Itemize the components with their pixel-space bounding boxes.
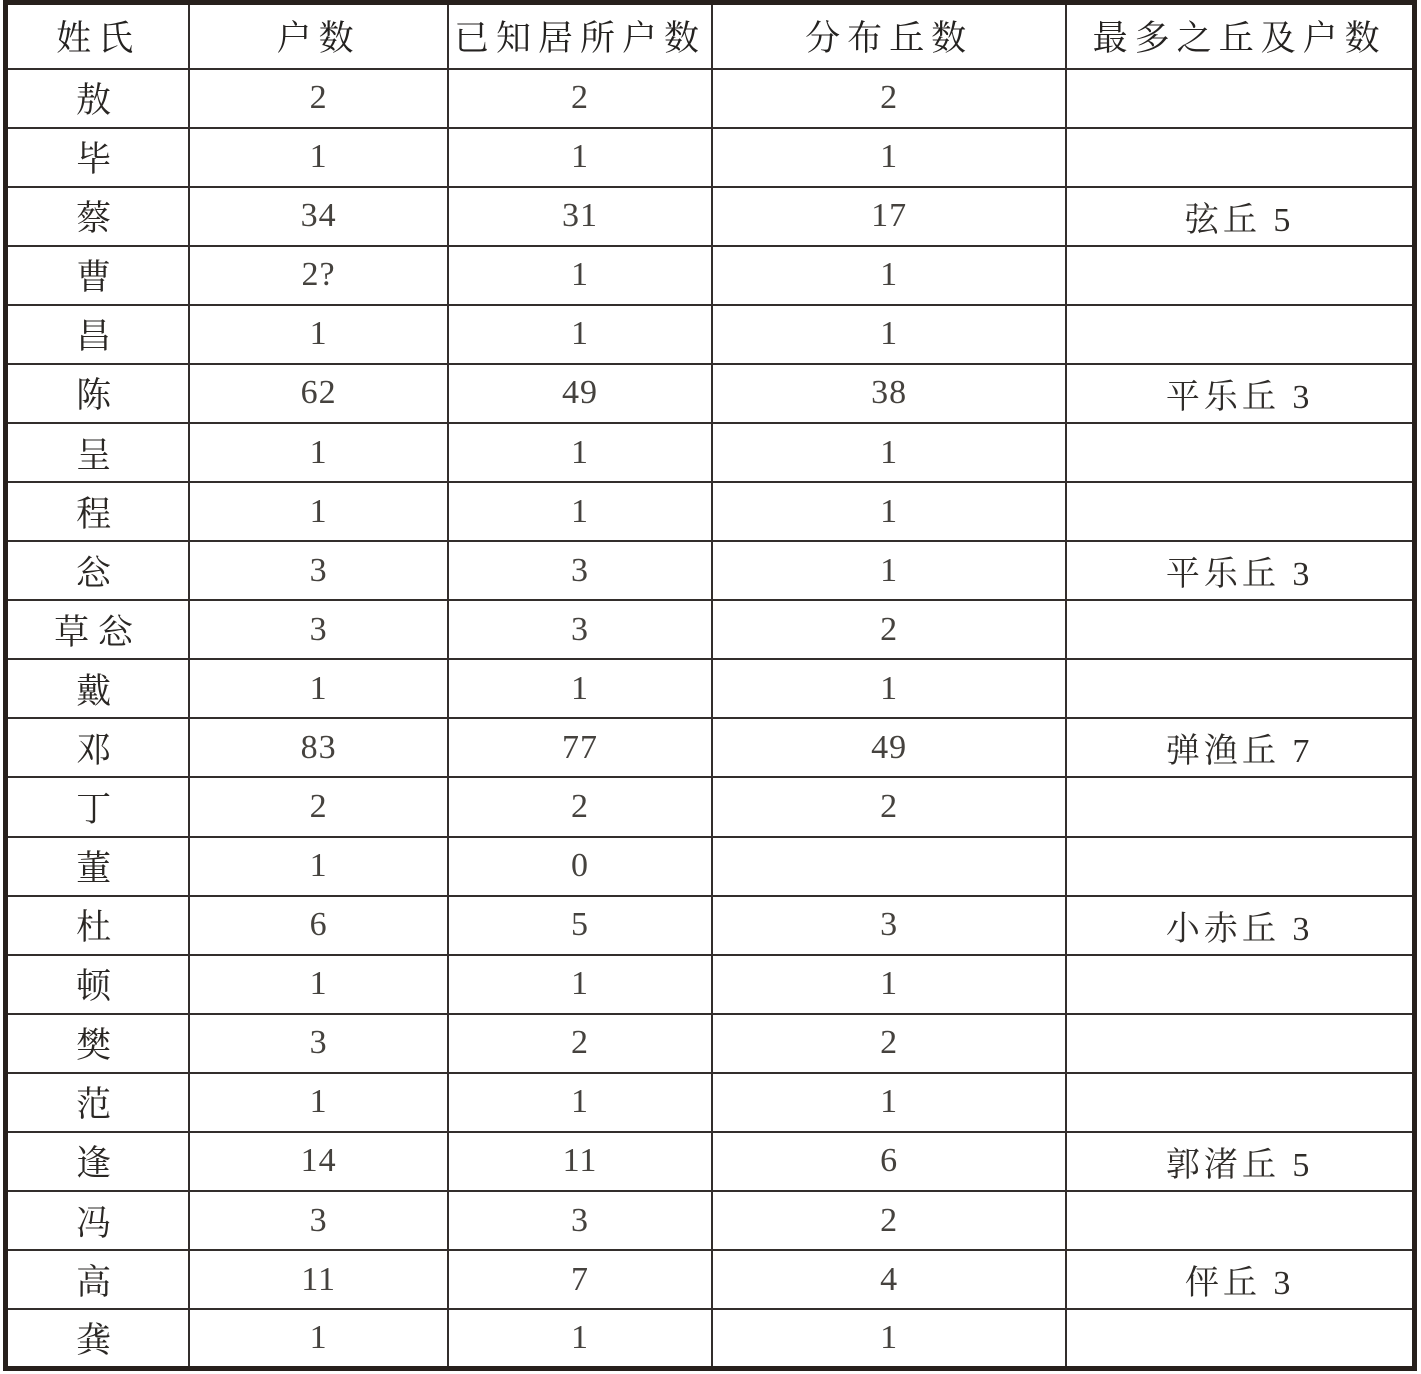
table-header	[6, 3, 1415, 69]
table-body	[6, 69, 1415, 1369]
top-hill-cell	[1066, 1014, 1414, 1073]
surname-cell: 蔡	[6, 187, 190, 246]
top-hill-cell	[1066, 128, 1414, 187]
households-cell: 1	[189, 1309, 448, 1368]
hills-cell: 3	[712, 896, 1066, 955]
households-cell: 62	[189, 364, 448, 423]
table-row	[6, 600, 1415, 659]
surname-cell: 逢	[6, 1132, 190, 1191]
table-row	[6, 187, 1415, 246]
hills-cell: 1	[712, 128, 1066, 187]
hills-cell	[712, 837, 1066, 896]
top-hill-cell	[1066, 423, 1414, 482]
households-cell: 3	[189, 600, 448, 659]
top-hill-cell	[1066, 1191, 1414, 1250]
surname-cell: 戴	[6, 659, 190, 718]
table-row	[6, 482, 1415, 541]
table-row	[6, 777, 1415, 836]
known-residence-cell: 31	[448, 187, 712, 246]
households-cell: 3	[189, 1191, 448, 1250]
top-hill-cell	[1066, 1073, 1414, 1132]
households-cell: 14	[189, 1132, 448, 1191]
known-residence-cell: 1	[448, 128, 712, 187]
known-residence-cell: 3	[448, 541, 712, 600]
households-cell: 11	[189, 1250, 448, 1309]
surname-cell: 范	[6, 1073, 190, 1132]
hills-cell: 1	[712, 1309, 1066, 1368]
top-hill-cell	[1066, 1309, 1414, 1368]
hills-cell: 1	[712, 659, 1066, 718]
households-cell: 2?	[189, 246, 448, 305]
table-row	[6, 896, 1415, 955]
households-cell: 2	[189, 777, 448, 836]
top-hill-cell	[1066, 600, 1414, 659]
known-residence-cell: 1	[448, 1073, 712, 1132]
top-hill-cell	[1066, 305, 1414, 364]
table-row	[6, 1191, 1415, 1250]
top-hill-cell: 小赤丘 3	[1066, 896, 1414, 955]
hills-cell: 4	[712, 1250, 1066, 1309]
table-row	[6, 659, 1415, 718]
surname-cell: 邓	[6, 718, 190, 777]
hills-cell: 1	[712, 305, 1066, 364]
top-hill-cell: 伻丘 3	[1066, 1250, 1414, 1309]
surname-cell: 敖	[6, 69, 190, 128]
top-hill-cell	[1066, 955, 1414, 1014]
known-residence-cell: 1	[448, 423, 712, 482]
top-hill-cell	[1066, 246, 1414, 305]
known-residence-cell: 1	[448, 482, 712, 541]
top-hill-cell	[1066, 837, 1414, 896]
table-row	[6, 1073, 1415, 1132]
table-row	[6, 718, 1415, 777]
surname-cell: 丁	[6, 777, 190, 836]
surname-cell: 冯	[6, 1191, 190, 1250]
top-hill-cell	[1066, 69, 1414, 128]
hills-cell: 2	[712, 1191, 1066, 1250]
known-residence-cell: 77	[448, 718, 712, 777]
hills-cell: 2	[712, 69, 1066, 128]
known-residence-cell: 0	[448, 837, 712, 896]
table-row	[6, 1014, 1415, 1073]
households-cell: 1	[189, 1073, 448, 1132]
known-residence-cell: 1	[448, 659, 712, 718]
known-residence-cell: 1	[448, 1309, 712, 1368]
known-residence-cell: 1	[448, 305, 712, 364]
surname-cell: 曹	[6, 246, 190, 305]
known-residence-cell: 2	[448, 777, 712, 836]
hills-cell: 1	[712, 1073, 1066, 1132]
known-residence-cell: 3	[448, 600, 712, 659]
hills-cell: 6	[712, 1132, 1066, 1191]
households-cell: 34	[189, 187, 448, 246]
households-cell: 3	[189, 1014, 448, 1073]
households-cell: 6	[189, 896, 448, 955]
households-cell: 1	[189, 423, 448, 482]
known-residence-cell: 3	[448, 1191, 712, 1250]
households-cell: 3	[189, 541, 448, 600]
known-residence-cell: 49	[448, 364, 712, 423]
col-header-known-residence: 已知居所户数	[448, 3, 712, 69]
top-hill-cell: 弹渔丘 7	[1066, 718, 1414, 777]
known-residence-cell: 2	[448, 1014, 712, 1073]
known-residence-cell: 5	[448, 896, 712, 955]
top-hill-cell: 郭渚丘 5	[1066, 1132, 1414, 1191]
col-header-top-hill: 最多之丘及户数	[1066, 3, 1414, 69]
surname-cell: 程	[6, 482, 190, 541]
known-residence-cell: 1	[448, 246, 712, 305]
households-cell: 1	[189, 955, 448, 1014]
table-row	[6, 1132, 1415, 1191]
households-cell: 1	[189, 305, 448, 364]
table-row	[6, 364, 1415, 423]
surname-cell: 顿	[6, 955, 190, 1014]
table-row	[6, 305, 1415, 364]
table-row	[6, 955, 1415, 1014]
table-row	[6, 423, 1415, 482]
header-row	[6, 3, 1415, 69]
top-hill-cell	[1066, 482, 1414, 541]
households-cell: 1	[189, 659, 448, 718]
top-hill-cell	[1066, 777, 1414, 836]
surname-cell: 陈	[6, 364, 190, 423]
surname-cell: 龚	[6, 1309, 190, 1368]
known-residence-cell: 11	[448, 1132, 712, 1191]
hills-cell: 1	[712, 246, 1066, 305]
hills-cell: 1	[712, 541, 1066, 600]
hills-cell: 2	[712, 600, 1066, 659]
households-cell: 1	[189, 128, 448, 187]
top-hill-cell	[1066, 659, 1414, 718]
hills-cell: 2	[712, 777, 1066, 836]
surname-cell: 董	[6, 837, 190, 896]
surname-cell: 昌	[6, 305, 190, 364]
households-cell: 1	[189, 482, 448, 541]
table-row	[6, 1250, 1415, 1309]
hills-cell: 1	[712, 423, 1066, 482]
surname-cell: 呈	[6, 423, 190, 482]
table-row	[6, 128, 1415, 187]
known-residence-cell: 7	[448, 1250, 712, 1309]
hills-cell: 2	[712, 1014, 1066, 1073]
known-residence-cell: 2	[448, 69, 712, 128]
top-hill-cell: 平乐丘 3	[1066, 364, 1414, 423]
known-residence-cell: 1	[448, 955, 712, 1014]
surname-distribution-table	[3, 0, 1417, 1371]
hills-cell: 17	[712, 187, 1066, 246]
table-row	[6, 541, 1415, 600]
surname-cell: 忩	[6, 541, 190, 600]
col-header-households: 户数	[189, 3, 448, 69]
surname-cell: 草忩	[6, 600, 190, 659]
households-cell: 1	[189, 837, 448, 896]
surname-cell: 樊	[6, 1014, 190, 1073]
table-row	[6, 69, 1415, 128]
top-hill-cell: 弦丘 5	[1066, 187, 1414, 246]
hills-cell: 1	[712, 955, 1066, 1014]
households-cell: 2	[189, 69, 448, 128]
table-row	[6, 1309, 1415, 1368]
col-header-surname: 姓氏	[6, 3, 190, 69]
table-row	[6, 837, 1415, 896]
table-row	[6, 246, 1415, 305]
hills-cell: 38	[712, 364, 1066, 423]
hills-cell: 1	[712, 482, 1066, 541]
top-hill-cell: 平乐丘 3	[1066, 541, 1414, 600]
surname-cell: 毕	[6, 128, 190, 187]
surname-cell: 高	[6, 1250, 190, 1309]
col-header-hills: 分布丘数	[712, 3, 1066, 69]
hills-cell: 49	[712, 718, 1066, 777]
households-cell: 83	[189, 718, 448, 777]
surname-cell: 杜	[6, 896, 190, 955]
